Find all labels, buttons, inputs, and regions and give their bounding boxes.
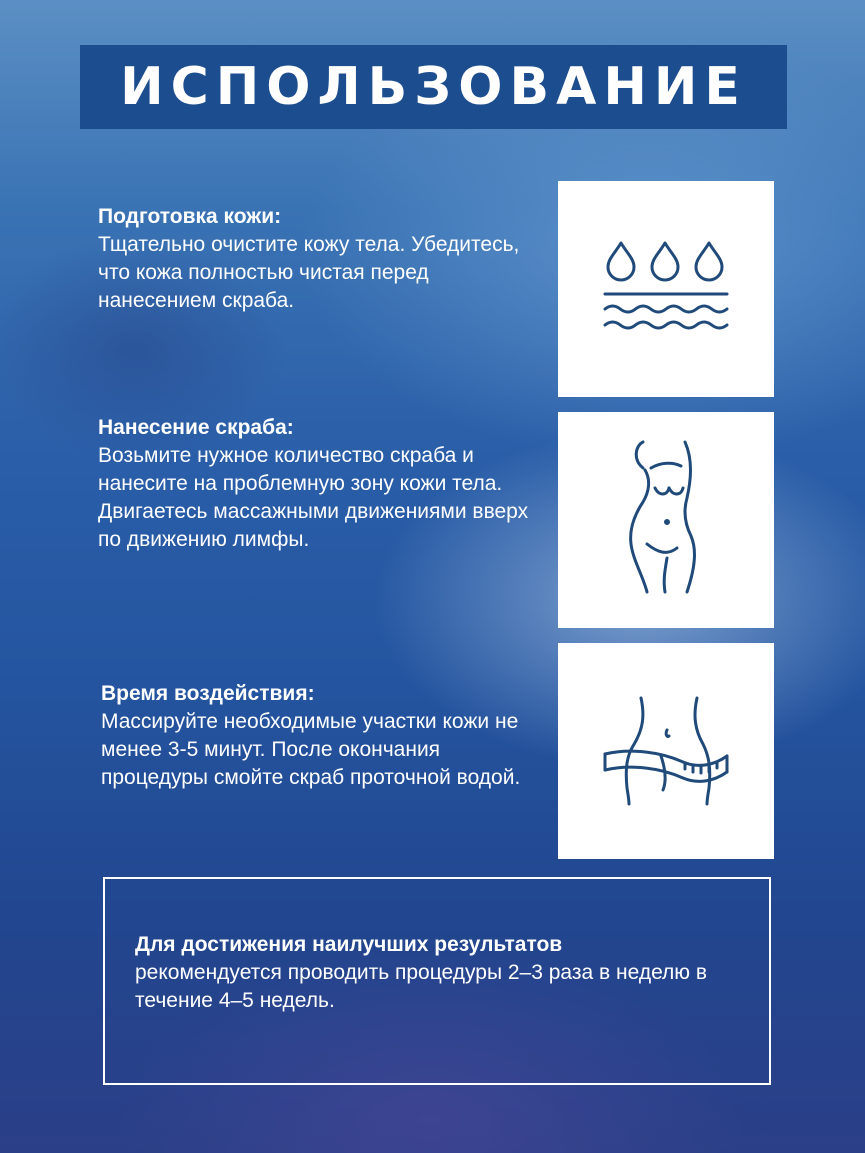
body-silhouette-icon [621, 440, 711, 600]
tip-content [135, 931, 745, 1015]
step-text: Тщательно очистите кожу тела. Убедитесь, что кожа полностью чистая перед нанесением скраба. [98, 233, 520, 312]
tip-box [103, 877, 771, 1085]
title-bar [80, 45, 787, 129]
icon-card-exposure-time [558, 643, 774, 859]
measuring-tape-waist-icon [601, 696, 731, 806]
step-text: Возьмите нужное количество скраба и нанесите на проблемную зону кожи тела. Двигаетесь массажными движениями вверх по движению лимфы. [98, 444, 529, 551]
step-heading: Подготовка кожи: [98, 205, 282, 228]
step-scrub-application [98, 414, 538, 554]
tip-heading: Для достижения наилучших результатов [135, 933, 563, 956]
icon-card-scrub-application [558, 412, 774, 628]
water-drops-icon [601, 239, 731, 339]
page-title: ИСПОЛЬЗОВАНИЕ [120, 57, 747, 117]
step-heading: Время воздействия: [101, 682, 315, 705]
step-text: Массируйте необходимые участки кожи не менее 3-5 минут. После окончания процедуры смойте скраб проточной водой. [101, 710, 521, 789]
tip-text: рекомендуется проводить процедуры 2–3 раза в неделю в течение 4–5 недель. [135, 961, 708, 1012]
icon-card-skin-preparation [558, 181, 774, 397]
step-skin-preparation [98, 203, 538, 315]
step-heading: Нанесение скраба: [98, 416, 294, 439]
step-exposure-time [101, 680, 541, 792]
